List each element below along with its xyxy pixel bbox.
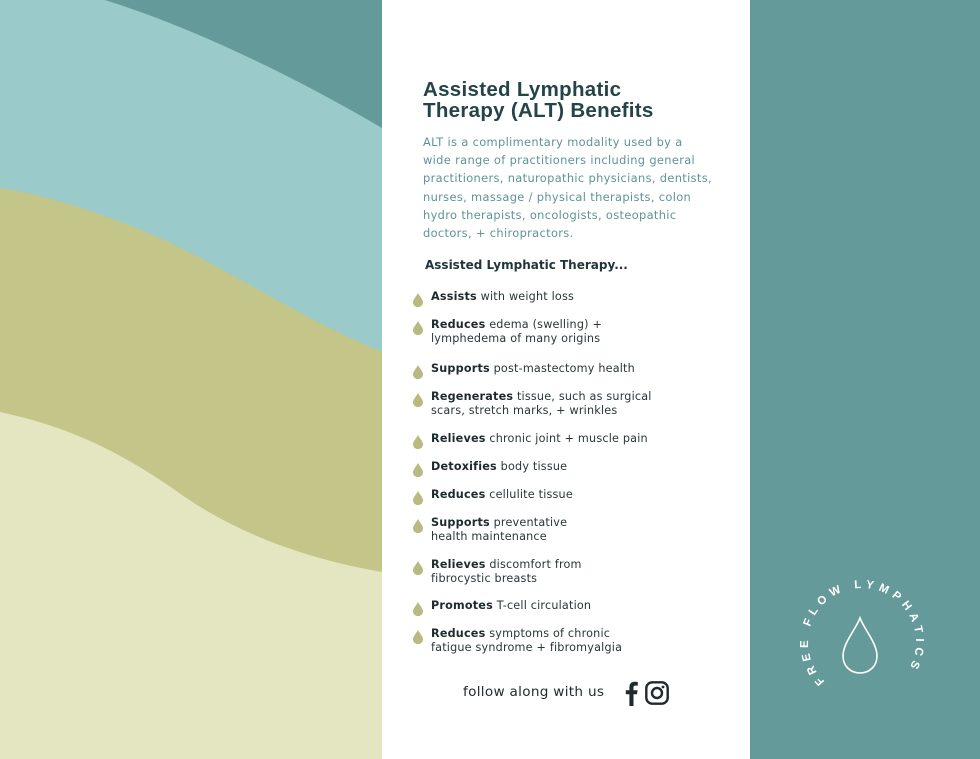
benefit-description: post-mastectomy health — [489, 362, 635, 375]
follow-text: follow along with us — [463, 684, 605, 700]
benefit-description: preventative — [489, 516, 568, 529]
benefit-item — [431, 362, 731, 376]
drop-bullet-icon — [413, 463, 423, 477]
intro-line: wide range of practitioners including general — [423, 153, 696, 168]
benefit-item — [431, 516, 731, 544]
benefit-keyword: Assists — [431, 290, 477, 303]
drop-bullet-icon — [413, 519, 423, 533]
benefit-description-line2: lymphedema of many origins — [431, 332, 601, 346]
drop-bullet-icon — [413, 365, 423, 379]
content-panel — [382, 0, 750, 759]
brand-logo — [794, 574, 930, 710]
drop-bullet-icon — [413, 630, 423, 644]
drop-bullet-icon — [413, 435, 423, 449]
drop-bullet-icon — [413, 602, 423, 616]
drop-bullet-icon — [413, 321, 423, 335]
benefit-description: tissue, such as surgical — [513, 390, 652, 403]
drop-bullet-icon — [413, 561, 423, 575]
benefit-keyword: Supports — [431, 362, 490, 375]
intro-line: practitioners, naturopathic physicians, dentists, — [423, 171, 712, 186]
title-line-1: Assisted Lymphatic — [423, 78, 622, 101]
benefit-description: discomfort from — [485, 558, 582, 571]
benefit-item — [431, 627, 731, 655]
benefit-item — [431, 290, 731, 304]
benefit-item — [431, 390, 731, 418]
benefit-description: cellulite tissue — [485, 488, 573, 501]
benefit-keyword: Reduces — [431, 488, 486, 501]
benefit-keyword: Promotes — [431, 599, 493, 612]
title-line-2: Therapy (ALT) Benefits — [423, 99, 654, 122]
benefit-description: chronic joint + muscle pain — [485, 432, 648, 445]
benefit-description-line2: fibrocystic breasts — [431, 572, 538, 586]
drop-bullet-icon — [413, 293, 423, 307]
benefit-item — [431, 460, 731, 474]
benefit-description: edema (swelling) + — [485, 318, 603, 331]
instagram-icon[interactable] — [645, 681, 669, 705]
water-drop-icon — [843, 618, 877, 673]
intro-line: doctors, + chiropractors. — [423, 226, 574, 241]
benefit-description: T-cell circulation — [492, 599, 592, 612]
benefit-keyword: Relieves — [431, 432, 486, 445]
facebook-icon[interactable] — [622, 680, 640, 706]
benefit-item — [431, 558, 731, 586]
intro-line: ALT is a complimentary modality used by a — [423, 135, 683, 149]
benefit-keyword: Supports — [431, 516, 490, 529]
logo-circular-text: FREE FLOW LYMPHATICS — [799, 578, 926, 688]
benefit-description: with weight loss — [476, 290, 575, 303]
benefit-description-line2: health maintenance — [431, 530, 547, 544]
drop-bullet-icon — [413, 393, 423, 407]
benefit-description-line2: scars, stretch marks, + wrinkles — [431, 404, 618, 418]
wave-art — [0, 0, 382, 759]
intro-line: hydro therapists, oncologists, osteopathic — [423, 207, 677, 222]
social-follow — [463, 680, 673, 708]
benefit-keyword: Detoxifies — [431, 460, 497, 473]
benefits-list — [382, 0, 750, 759]
intro-line: nurses, massage / physical therapists, colon — [423, 189, 692, 204]
benefit-keyword: Relieves — [431, 558, 486, 571]
benefit-description: symptoms of chronic — [485, 627, 611, 640]
benefit-description-line2: fatigue syndrome + fibromyalgia — [431, 641, 623, 655]
benefit-item — [431, 432, 731, 446]
brand-panel — [750, 0, 980, 759]
benefit-item — [431, 488, 731, 502]
benefit-keyword: Regenerates — [431, 390, 514, 403]
drop-bullet-icon — [413, 491, 423, 505]
benefit-description: body tissue — [496, 460, 568, 473]
benefits-heading: Assisted Lymphatic Therapy... — [425, 258, 628, 272]
benefit-item — [431, 599, 731, 613]
benefit-keyword: Reduces — [431, 627, 486, 640]
benefit-item — [431, 318, 731, 346]
benefit-keyword: Reduces — [431, 318, 486, 331]
